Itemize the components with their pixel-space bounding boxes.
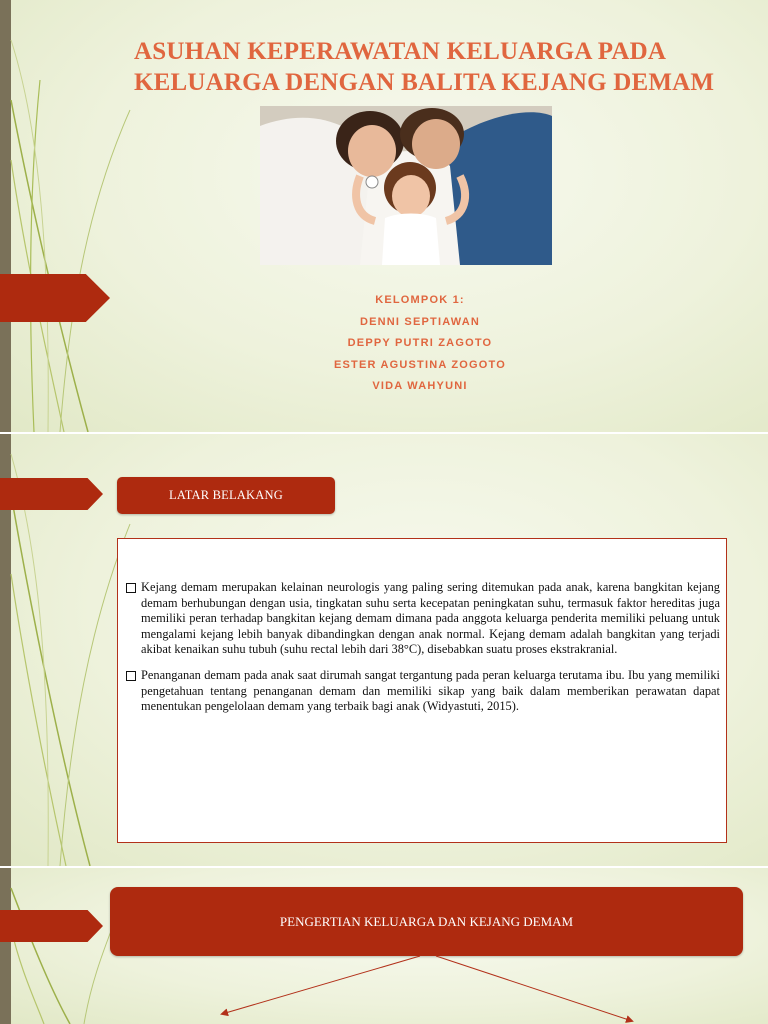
decorative-swoosh-lines — [0, 0, 140, 432]
paragraph-item — [126, 580, 720, 658]
branch-arrows — [0, 868, 768, 1024]
slide-background — [0, 434, 768, 866]
paragraph-text: Penanganan demam pada anak saat dirumah sangat tergantung pada peran keluarga terutama ibu. Ibu yang memiliki pengetahuan tentang penanganan demam dan memiliki sikap yang baik dalam memberikan perawatan dapat menentukan pengelolaan demam yang terbaik bagi anak (Widyastuti, 2015). — [141, 667, 720, 714]
left-accent-bar — [0, 0, 11, 432]
member-name: VIDA WAHYUNI — [372, 380, 468, 392]
member-name: ESTER AGUSTINA ZOGOTO — [333, 358, 507, 371]
slide-definition — [0, 868, 768, 1024]
family-photo — [260, 106, 552, 265]
group-members-list — [250, 290, 590, 398]
checkbox-bullet-icon — [126, 671, 136, 681]
content-text-box — [117, 538, 727, 843]
presentation-title — [134, 36, 754, 98]
paragraph-item — [126, 668, 720, 715]
arrow-tab-decoration — [0, 274, 110, 322]
group-label: KELOMPOK 1: — [375, 294, 465, 306]
section-title: PENGERTIAN KELUARGA DAN KEJANG DEMAM — [279, 913, 574, 929]
member-name: DENNI SEPTIAWAN — [359, 315, 481, 328]
title-line-2: KELUARGA DENGAN BALITA KEJANG DEMAM — [134, 69, 715, 96]
member-name: DEPPY PUTRI ZAGOTO — [347, 337, 493, 349]
slide-title — [0, 0, 768, 432]
checkbox-bullet-icon — [126, 583, 136, 593]
family-photo-illustration — [260, 106, 552, 265]
arrow-tab-decoration — [0, 478, 103, 510]
section-title: LATAR BELAKANG — [169, 488, 283, 502]
section-title-box — [117, 477, 335, 514]
paragraph-text: Kejang demam merupakan kelainan neurologis yang paling sering ditemukan pada anak, karena bangkitan kejang demam berhubungan dengan usia, tingkatan suhu serta kecepatan peningkatan suhu, termasuk faktor hereditas juga memiliki peran terhadap bangkitan kejang demam dimana pada anggota keluarga penderita memiliki peluang untuk mengalami kejang lebih banyak dibandingkan dengan anak normal. Kejang demam adalah bangkitan yang terjadi akibat kenaikan suhu tubuh (suhu rectal lebih dari 38°C), disebabkan suatu proses ekstrakranial. — [141, 580, 720, 657]
title-line-1: ASUHAN KEPERAWATAN KELUARGA PADA — [134, 38, 667, 65]
